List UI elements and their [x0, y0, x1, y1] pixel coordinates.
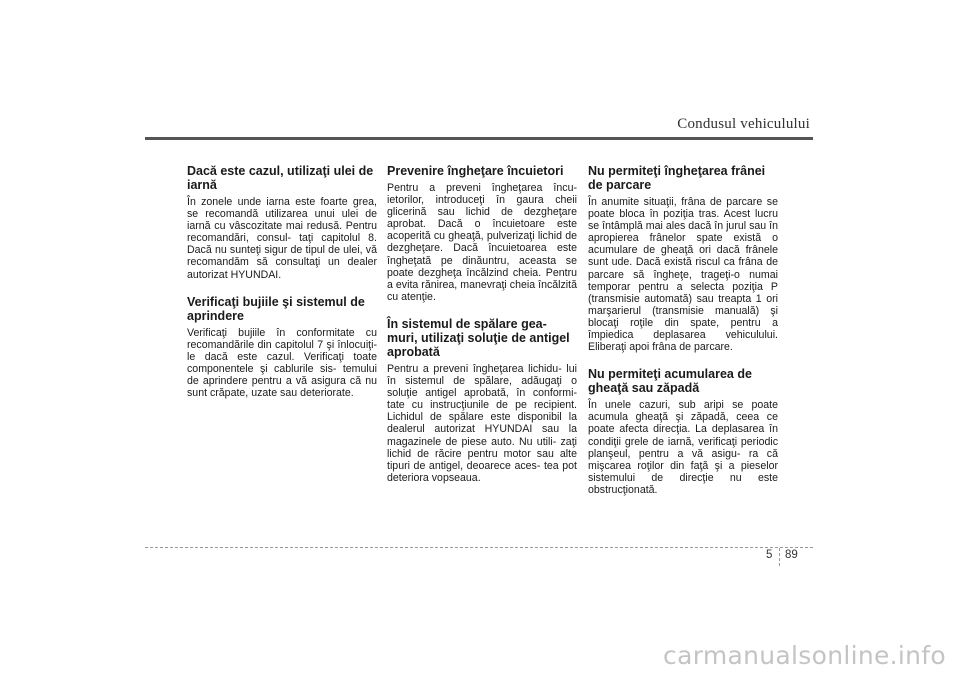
section-heading-ice-snow: Nu permiteţi acumularea de gheaţă sau zăpadă [588, 367, 752, 396]
section-heading-spark-plugs: Verificaţi bujiile şi sistemul de aprindere [187, 294, 365, 323]
section-body-spark-plugs: Verificaţi bujiile în conformitate cu recomandările din capitolul 7 şi înlocuiţi-le dacă este cazul. Verificaţi toate componentele şi cablurile sis- temului de aprindere pentru a vă asigura că nu sunt crăpate, uzate sau deteriorate. [187, 326, 377, 400]
column-3 [588, 164, 778, 510]
section-body-lock-freezing: Pentru a preveni îngheţarea încu- ietorilor, introduceţi în gaura cheii glicerină sau lichid de dezgheţare aprobat. Dacă o încuietoare este acoperită cu gheaţă, pulverizaţi lichid de dezgheţare. Dacă încuietoarea este îngheţată pe dinăuntru, aceasta se poate dezgheţa încălzind cheia. Pentru a evita rănirea, manevraţi cheia încălzită cu atenţie. [387, 182, 577, 303]
page-number-divider [779, 548, 780, 566]
chapter-number: 5 [766, 549, 773, 561]
section-heading-parking-brake: Nu permiteţi îngheţarea frânei de parcare [588, 164, 766, 192]
section-body-ice-snow: În unele cazuri, sub aripi se poate acumula gheaţă şi zăpadă, ceea ce poate afecta direcţia. La deplasarea în condiţii grele de iarnă, verificaţi periodic planşeul, pentru a vă asigu- ra că mişcarea roţilor din faţă şi a pieselor sistemului de direcţie nu este obstrucţionată. [588, 399, 778, 496]
running-header: Condusul vehiculului [677, 116, 810, 132]
section-heading-winter-oil: Dacă este cazul, utilizaţi ulei de iarnă [187, 164, 374, 192]
section-body-washer-antifreeze: Pentru a preveni îngheţarea lichidu- lui în sistemul de spălare, adăugaţi o soluţie antigel aprobată, în conformi- tate cu instrucţiunile de pe recipient. Lichidul de spălare este disponibil la dealerul autorizat HYUNDAI sau la magazinele de piese auto. Nu utili- zaţi lichid de răcire pentru motor sau alte tipuri de antigel, deoarece aces- tea pot deteriora vopseaua. [387, 362, 577, 484]
section-body-winter-oil: În zonele unde iarna este foarte grea, se recomandă utilizarea unui ulei de iarnă cu vâscozitate mai redusă. Pentru recomandări, consul- taţi capitolul 8. Dacă nu sunteţi sigur de tipul de ulei, vă recomandăm să consultaţi un dealer autorizat HYUNDAI. [187, 196, 377, 281]
page-number: 89 [785, 549, 798, 561]
section-heading-washer-antifreeze: În sistemul de spălare gea- muri, utilizaţi soluţie de antigel aprobată [387, 316, 570, 359]
section-heading-lock-freezing: Prevenire îngheţare încuietori [387, 164, 564, 178]
column-1 [187, 164, 377, 413]
column-2 [387, 164, 577, 498]
footer-rule [145, 547, 813, 548]
watermark: carmanualsonline.info [663, 641, 946, 670]
header-rule [145, 137, 813, 140]
section-body-parking-brake: În anumite situaţii, frâna de parcare se poate bloca în poziţia tras. Acest lucru se întâmplă mai ales dacă în jurul sau în apropierea frânelor spate există o acumulare de gheaţă ori dacă frânele sunt ude. Dacă există riscul ca frâna de parcare să îngheţe, trageţi-o numai temporar pentru a selecta poziţia P (transmisie automată) sau treapta 1 ori marşarierul (transmisie manuală) şi blocaţi roţile din spate, pentru a împiedica deplasarea vehiculului. Eliberaţi apoi frâna de parcare. [588, 196, 778, 354]
